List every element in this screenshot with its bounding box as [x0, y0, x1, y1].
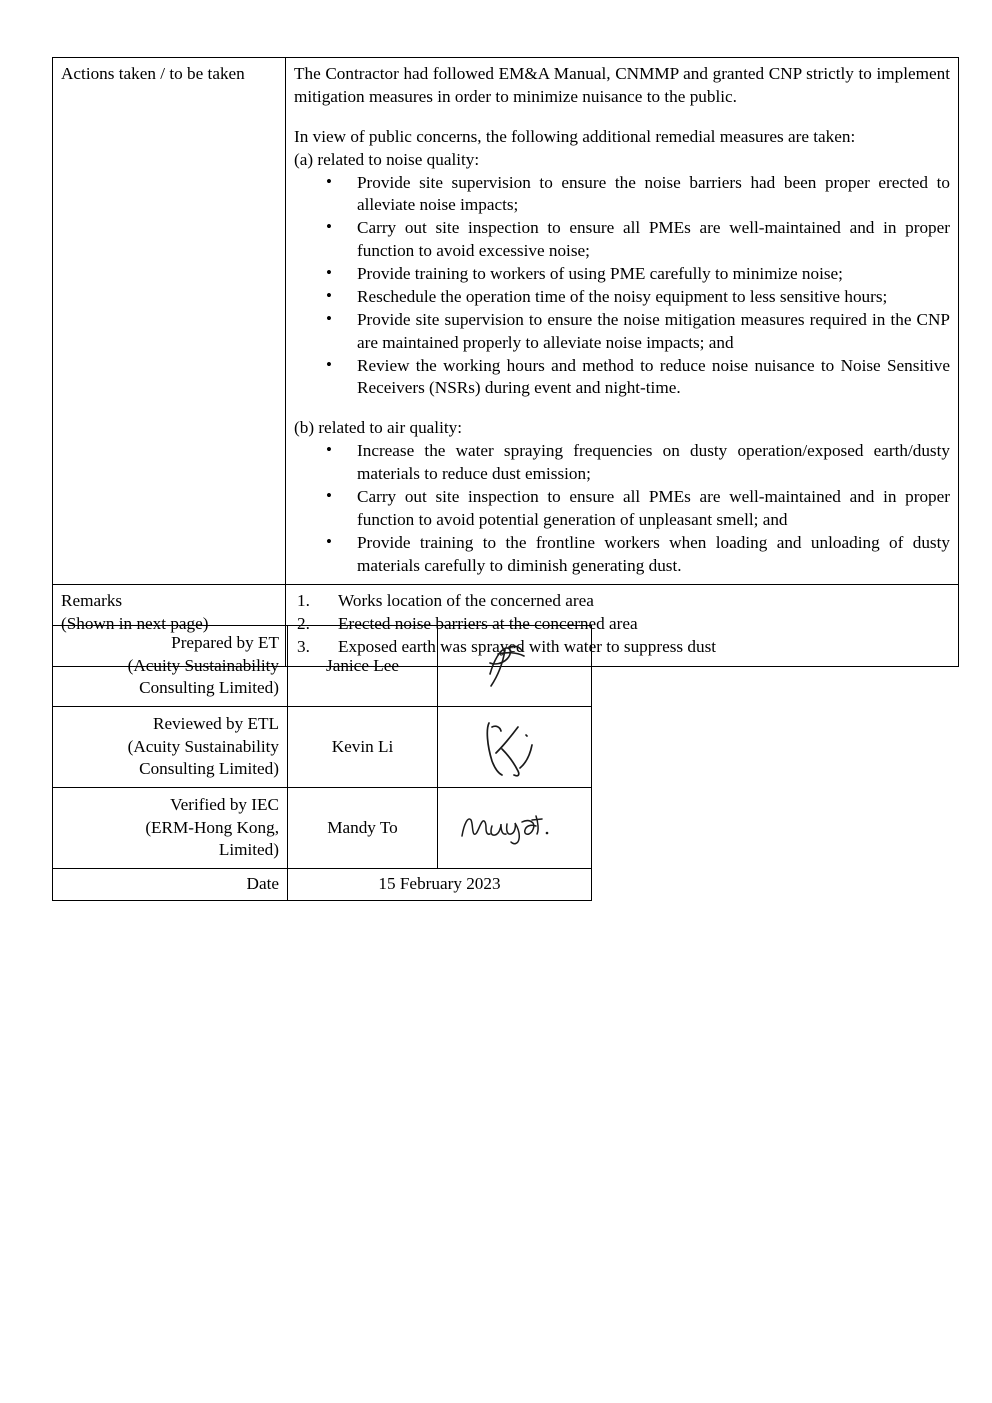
list-item: • Provide training to the frontline workers when loading and unloading of dusty materials carefully to diminish generating dust. — [294, 532, 950, 578]
reviewed-by-role-cell — [53, 707, 288, 788]
table-row — [53, 626, 592, 707]
actions-row — [53, 58, 959, 585]
list-item: • Provide site supervision to ensure the noise barriers had been proper erected to alleviate noise impacts; — [294, 172, 950, 218]
actions-label-cell — [53, 58, 286, 585]
janice-lee-signature-icon — [446, 630, 583, 702]
remarks-label: Remarks — [61, 591, 123, 611]
list-item: • Carry out site inspection to ensure all PMEs are well-maintained and in proper function to avoid potential generation of unpleasant smell; and — [294, 486, 950, 532]
verified-by-role-cell — [53, 788, 288, 869]
table-row — [53, 707, 592, 788]
actions-remarks-table — [52, 57, 959, 667]
list-item: • Provide training to workers of using PME carefully to minimize noise; — [294, 263, 950, 286]
role-line: (ERM-Hong Kong, — [145, 817, 279, 837]
role-line: Prepared by ET — [171, 632, 279, 652]
spacer — [294, 400, 950, 417]
signature-table — [52, 625, 592, 901]
prepared-by-name-cell: Janice Lee — [288, 626, 438, 707]
role-line: Reviewed by ETL — [152, 713, 279, 733]
list-item: • Increase the water spraying frequencies on dusty operation/exposed earth/dusty materials to reduce dust emission; — [294, 440, 950, 486]
noise-measures-list — [294, 172, 950, 401]
list-item: Erected noise barriers at the concerned area — [338, 614, 638, 634]
remarks-sublabel: (Shown in next page) — [61, 614, 209, 634]
date-label: Date — [53, 869, 288, 901]
spacer — [294, 109, 950, 126]
date-value: 15 February 2023 — [288, 869, 592, 901]
table-row — [53, 788, 592, 869]
prepared-by-signature-cell — [438, 626, 592, 707]
kevin-li-signature-icon — [446, 711, 583, 783]
prepared-by-role-cell — [53, 626, 288, 707]
actions-label: Actions taken / to be taken — [61, 64, 245, 83]
actions-content-cell — [286, 58, 959, 585]
actions-leadin-paragraph: In view of public concerns, the following additional remedial measures are taken: — [294, 126, 856, 146]
verified-by-signature-cell — [438, 788, 592, 869]
list-item: • Carry out site inspection to ensure all PMEs are well-maintained and in proper function to avoid excessive noise; — [294, 217, 950, 263]
list-item: • Provide site supervision to ensure the noise mitigation measures required in the CNP are maintained properly to alleviate noise impacts; and — [294, 309, 950, 355]
role-line: (Acuity Sustainability — [127, 655, 279, 675]
list-item: • Reschedule the operation time of the noisy equipment to less sensitive hours; — [294, 286, 950, 309]
role-line: Consulting Limited) — [139, 759, 279, 779]
noise-section-heading: (a) related to noise quality: — [294, 149, 480, 169]
role-line: Consulting Limited) — [139, 678, 279, 698]
air-measures-list — [294, 440, 950, 577]
reviewed-by-name-cell: Kevin Li — [288, 707, 438, 788]
mandy-to-signature-icon — [446, 792, 583, 864]
air-section-heading: (b) related to air quality: — [294, 418, 462, 438]
date-row — [53, 869, 592, 901]
verified-by-name-cell: Mandy To — [288, 788, 438, 869]
role-line: (Acuity Sustainability — [127, 736, 279, 756]
actions-intro-paragraph: The Contractor had followed EM&A Manual, CNMMP and granted CNP strictly to implement mitigation measures in order to minimize nuisance to the public. — [294, 64, 950, 106]
list-item: Works location of the concerned area — [338, 591, 594, 611]
role-line: Verified by IEC — [170, 794, 279, 814]
list-item: • Review the working hours and method to reduce noise nuisance to Noise Sensitive Receivers (NSRs) during event and night-time. — [294, 355, 950, 401]
list-item: Exposed earth was sprayed with water to suppress dust — [338, 637, 717, 657]
role-line: Limited) — [218, 840, 279, 860]
reviewed-by-signature-cell — [438, 707, 592, 788]
